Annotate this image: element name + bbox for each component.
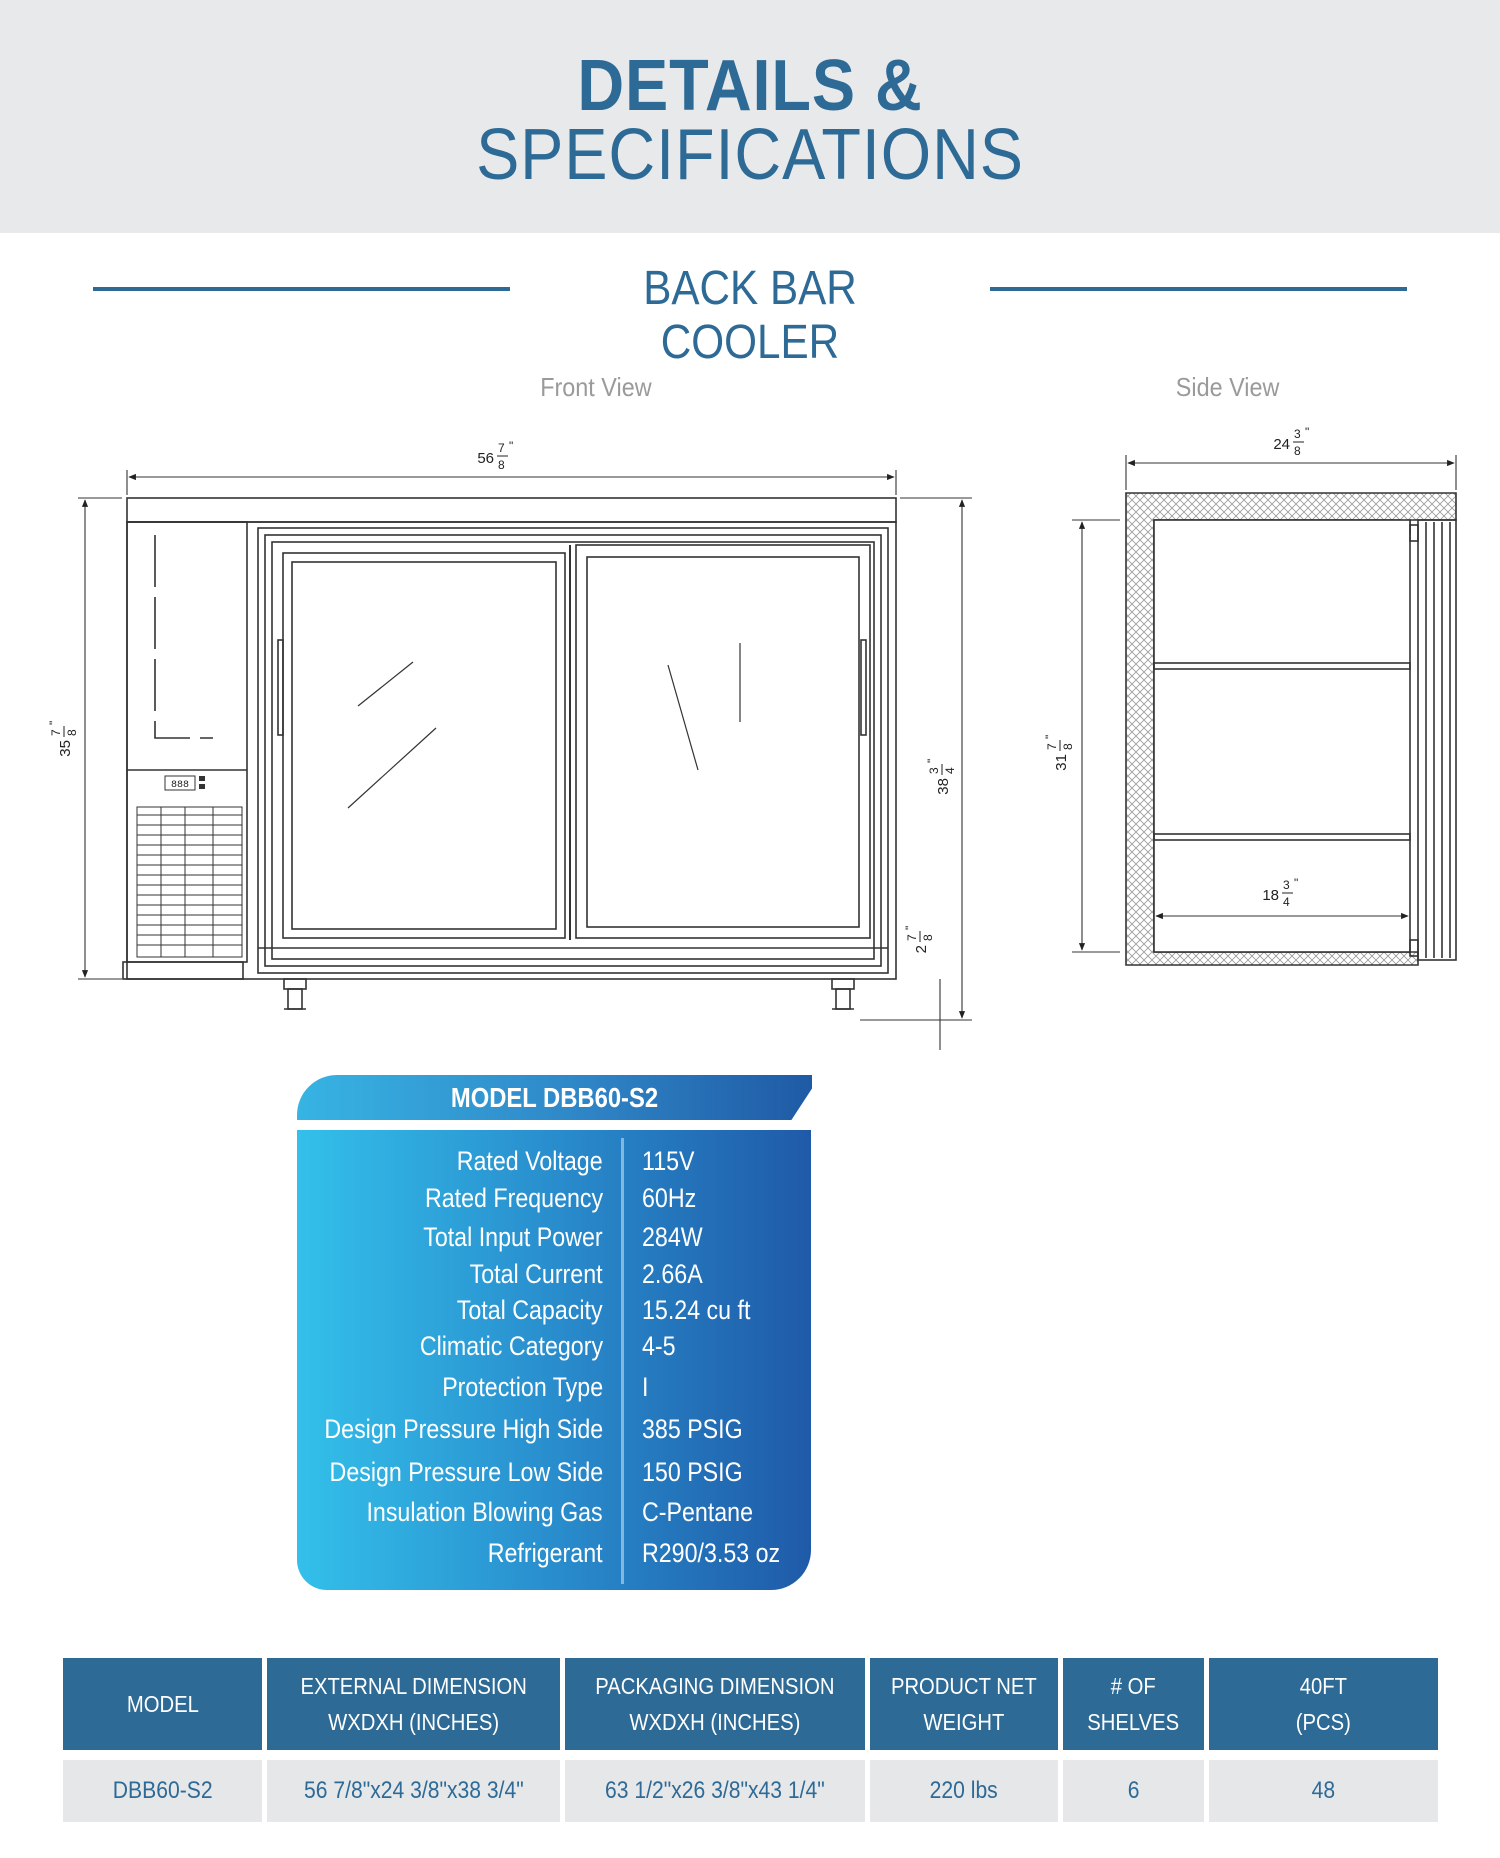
table-cell-external-dimension: 56 7/8"x24 3/8"x38 3/4" [267, 1760, 560, 1822]
spec-label: Total Input Power [423, 1222, 603, 1252]
svg-text:7: 7 [905, 934, 919, 941]
front-kickplate [123, 962, 243, 979]
spec-row [297, 1292, 811, 1328]
dim-front-height-left [47, 721, 79, 757]
table-header-shelves: # OF SHELVES [1063, 1658, 1204, 1750]
spec-label: Total Capacity [457, 1295, 603, 1325]
svg-text:3: 3 [1294, 427, 1301, 441]
spec-row [297, 1256, 811, 1292]
svg-text:2: 2 [913, 945, 930, 954]
svg-text:7: 7 [49, 729, 63, 736]
table-cell-40ft-pcs: 48 [1209, 1760, 1438, 1822]
svg-text:8: 8 [1061, 743, 1075, 750]
spec-label: Rated Frequency [424, 1183, 603, 1213]
spec-value: C-Pentane [642, 1497, 754, 1527]
svg-text:": " [1043, 734, 1057, 739]
svg-text:8: 8 [1294, 444, 1301, 458]
svg-text:": " [903, 925, 917, 930]
table-cell-shelves: 6 [1063, 1760, 1204, 1822]
svg-text:24: 24 [1273, 436, 1290, 453]
table-header-40ft-pcs: 40FT (PCS) [1209, 1658, 1438, 1750]
front-view-drawing [123, 498, 896, 1009]
spec-value: 284W [642, 1222, 703, 1252]
spec-row [297, 1494, 811, 1530]
spec-value: I [642, 1372, 649, 1402]
svg-text:7: 7 [1045, 743, 1059, 750]
side-interior [1154, 520, 1410, 952]
dim-side-depth [1273, 425, 1309, 458]
svg-text:": " [47, 720, 61, 725]
svg-text:8: 8 [498, 458, 505, 472]
side-view-label: Side View [1175, 372, 1280, 402]
section-title: BACK BAR COOLER [643, 262, 857, 369]
spec-value: R290/3.53 oz [642, 1538, 781, 1568]
spec-row [297, 1454, 811, 1490]
page-title-line2: SPECIFICATIONS [476, 115, 1024, 195]
svg-text:8: 8 [921, 934, 935, 941]
spec-value: 60Hz [642, 1183, 697, 1213]
dim-front-leg [903, 926, 935, 954]
front-right-handle [861, 640, 866, 735]
spec-label: Climatic Category [419, 1331, 603, 1361]
front-left-caster [284, 979, 306, 1009]
table-header-packaging-dimension: PACKAGING DIMENSION WXDXH (INCHES) [565, 1658, 865, 1750]
front-door-frame [258, 528, 888, 973]
svg-text:4: 4 [943, 767, 957, 774]
front-compressor-panel [127, 522, 247, 962]
svg-text:": " [1294, 876, 1299, 890]
spec-row [297, 1328, 811, 1364]
spec-row [297, 1143, 811, 1179]
svg-text:": " [925, 758, 939, 763]
page-title-line1: DETAILS & [577, 46, 923, 126]
front-temp-display-digits: 888 [170, 780, 190, 791]
spec-value: 2.66A [642, 1259, 703, 1289]
dim-side-height [1043, 735, 1075, 771]
svg-text:31: 31 [1053, 754, 1070, 771]
spec-value: 4-5 [642, 1331, 676, 1361]
spec-label: Insulation Blowing Gas [366, 1497, 603, 1527]
spec-row [297, 1369, 811, 1405]
spec-row [297, 1219, 811, 1255]
spec-label: Rated Voltage [457, 1146, 603, 1176]
spec-value: 115V [642, 1146, 695, 1176]
svg-text:8: 8 [65, 729, 79, 736]
table-header-net-weight: PRODUCT NET WEIGHT [870, 1658, 1058, 1750]
svg-text:3: 3 [927, 767, 941, 774]
front-right-door [576, 545, 870, 938]
spec-label: Protection Type [442, 1372, 603, 1402]
front-left-door [283, 553, 565, 938]
dim-front-height-right [925, 759, 957, 795]
front-view-label: Front View [540, 372, 652, 402]
svg-text:18: 18 [1262, 887, 1279, 904]
dim-front-width [477, 439, 513, 472]
svg-text:3: 3 [1283, 878, 1290, 892]
table-cell-net-weight: 220 lbs [870, 1760, 1058, 1822]
table-header-model: MODEL [63, 1658, 262, 1750]
spec-row [297, 1411, 811, 1447]
spec-card-title: MODEL DBB60-S2 [450, 1082, 659, 1113]
side-door-profile [1410, 520, 1456, 960]
table-header-external-dimension: EXTERNAL DIMENSION WXDXH (INCHES) [267, 1658, 560, 1750]
svg-text:7: 7 [498, 441, 505, 455]
table-cell-packaging-dimension: 63 1/2"x26 3/8"x43 1/4" [565, 1760, 865, 1822]
spec-label: Design Pressure High Side [324, 1414, 603, 1444]
spec-value: 385 PSIG [642, 1414, 743, 1444]
svg-text:4: 4 [1283, 895, 1290, 909]
spec-row [297, 1535, 811, 1571]
side-view-drawing [1126, 493, 1456, 965]
spec-value: 15.24 cu ft [642, 1295, 751, 1325]
front-right-caster [832, 979, 854, 1009]
svg-text:": " [1305, 425, 1310, 439]
svg-text:56: 56 [477, 450, 494, 467]
front-countertop [127, 498, 896, 522]
front-left-handle [278, 640, 283, 735]
table-cell-model: DBB60-S2 [63, 1760, 262, 1822]
spec-value: 150 PSIG [642, 1457, 743, 1487]
svg-text:38: 38 [935, 778, 952, 795]
svg-text:": " [509, 439, 514, 453]
front-vent-grille [137, 807, 242, 957]
svg-text:35: 35 [57, 740, 74, 757]
spec-label: Refrigerant [488, 1538, 603, 1568]
spec-label: Total Current [470, 1259, 603, 1289]
spec-row [297, 1180, 811, 1216]
front-upper-panel-line [155, 535, 213, 738]
spec-label: Design Pressure Low Side [329, 1457, 603, 1487]
